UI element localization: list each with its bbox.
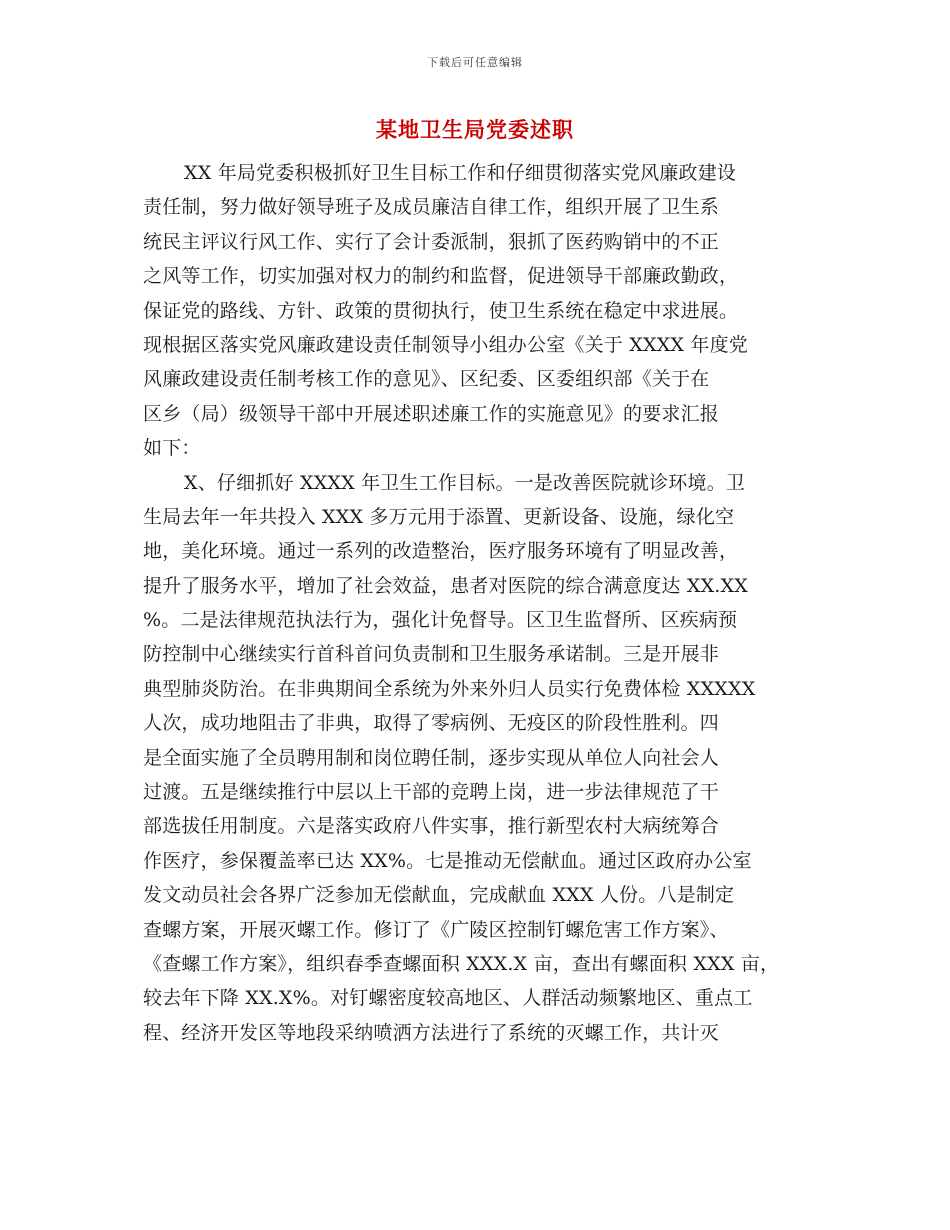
document-title: 某地卫生局党委述职 (376, 117, 574, 142)
body-line: 程、经济开发区等地段采纳喷洒方法进行了系统的灭螺工作，共计灭 (143, 1021, 720, 1044)
body-line: 保证党的路线、方针、政策的贯彻执行，使卫生系统在稳定中求进展。 (143, 299, 739, 322)
body-line: %。二是法律规范执法行为，强化计免督导。区卫生监督所、区疾病预 (143, 609, 738, 632)
body-line: 是全面实施了全员聘用制和岗位聘任制，逐步实现从单位人向社会人 (143, 746, 720, 769)
body-line: 防控制中心继续实行首科首问负责制和卫生服务承诺制。三是开展非 (143, 643, 720, 666)
body-line: X、仔细抓好 XXXX 年卫生工作目标。一是改善医院就诊环境。卫 (184, 471, 746, 494)
body-line: 过渡。五是继续推行中层以上干部的竞聘上岗，进一步法律规范了干 (143, 781, 720, 804)
page-header-note: 下载后可任意编辑 (427, 56, 523, 69)
body-line: 责任制，努力做好领导班子及成员廉洁自律工作，组织开展了卫生系 (143, 196, 720, 219)
body-line: 现根据区落实党风廉政建设责任制领导小组办公室《关于 XXXX 年度党 (143, 333, 748, 356)
body-line: 人次，成功地阻击了非典，取得了零病例、无疫区的阶段性胜利。四 (143, 712, 720, 735)
body-line: 提升了服务水平，增加了社会效益，患者对医院的综合满意度达 XX.XX (143, 574, 748, 597)
body-line: 《查螺工作方案》，组织春季查螺面积 XXX.X 亩，查出有螺面积 XXX 亩， (143, 952, 780, 975)
body-line: 发文动员社会各界广泛参加无偿献血，完成献血 XXX 人份。八是制定 (143, 884, 735, 907)
body-line: 查螺方案，开展灭螺工作。修订了《广陵区控制钉螺危害工作方案》、 (143, 918, 729, 941)
body-line: 较去年下降 XX.X%。对钉螺密度较高地区、人群活动频繁地区、重点工 (143, 987, 753, 1010)
body-line: 区乡（局）级领导干部中开展述职述廉工作的实施意见》的要求汇报 (143, 402, 720, 425)
body-line: 作医疗，参保覆盖率已达 XX%。七是推动无偿献血。通过区政府办公室 (143, 849, 752, 872)
document-body (143, 156, 808, 1050)
body-line: 如下： (143, 437, 201, 460)
body-line: 生局去年一年共投入 XXX 多万元用于添置、更新设备、设施，绿化空 (143, 505, 735, 528)
body-line: 地，美化环境。通过一系列的改造整治，医疗服务环境有了明显改善， (143, 540, 739, 563)
body-line: XX 年局党委积极抓好卫生目标工作和仔细贯彻落实党风廉政建设 (184, 162, 737, 184)
body-line: 部选拔任用制度。六是落实政府八件实事，推行新型农村大病统筹合 (143, 815, 720, 838)
body-line: 之风等工作，切实加强对权力的制约和监督，促进领导干部廉政勤政， (143, 265, 739, 288)
body-line: 统民主评议行风工作、实行了会计委派制，狠抓了医药购销中的不正 (143, 230, 720, 253)
body-line: 风廉政建设责任制考核工作的意见》、区纪委、区委组织部《关于在 (143, 368, 710, 391)
body-line: 典型肺炎防治。在非典期间全系统为外来外归人员实行免费体检 XXXXX (143, 677, 756, 700)
